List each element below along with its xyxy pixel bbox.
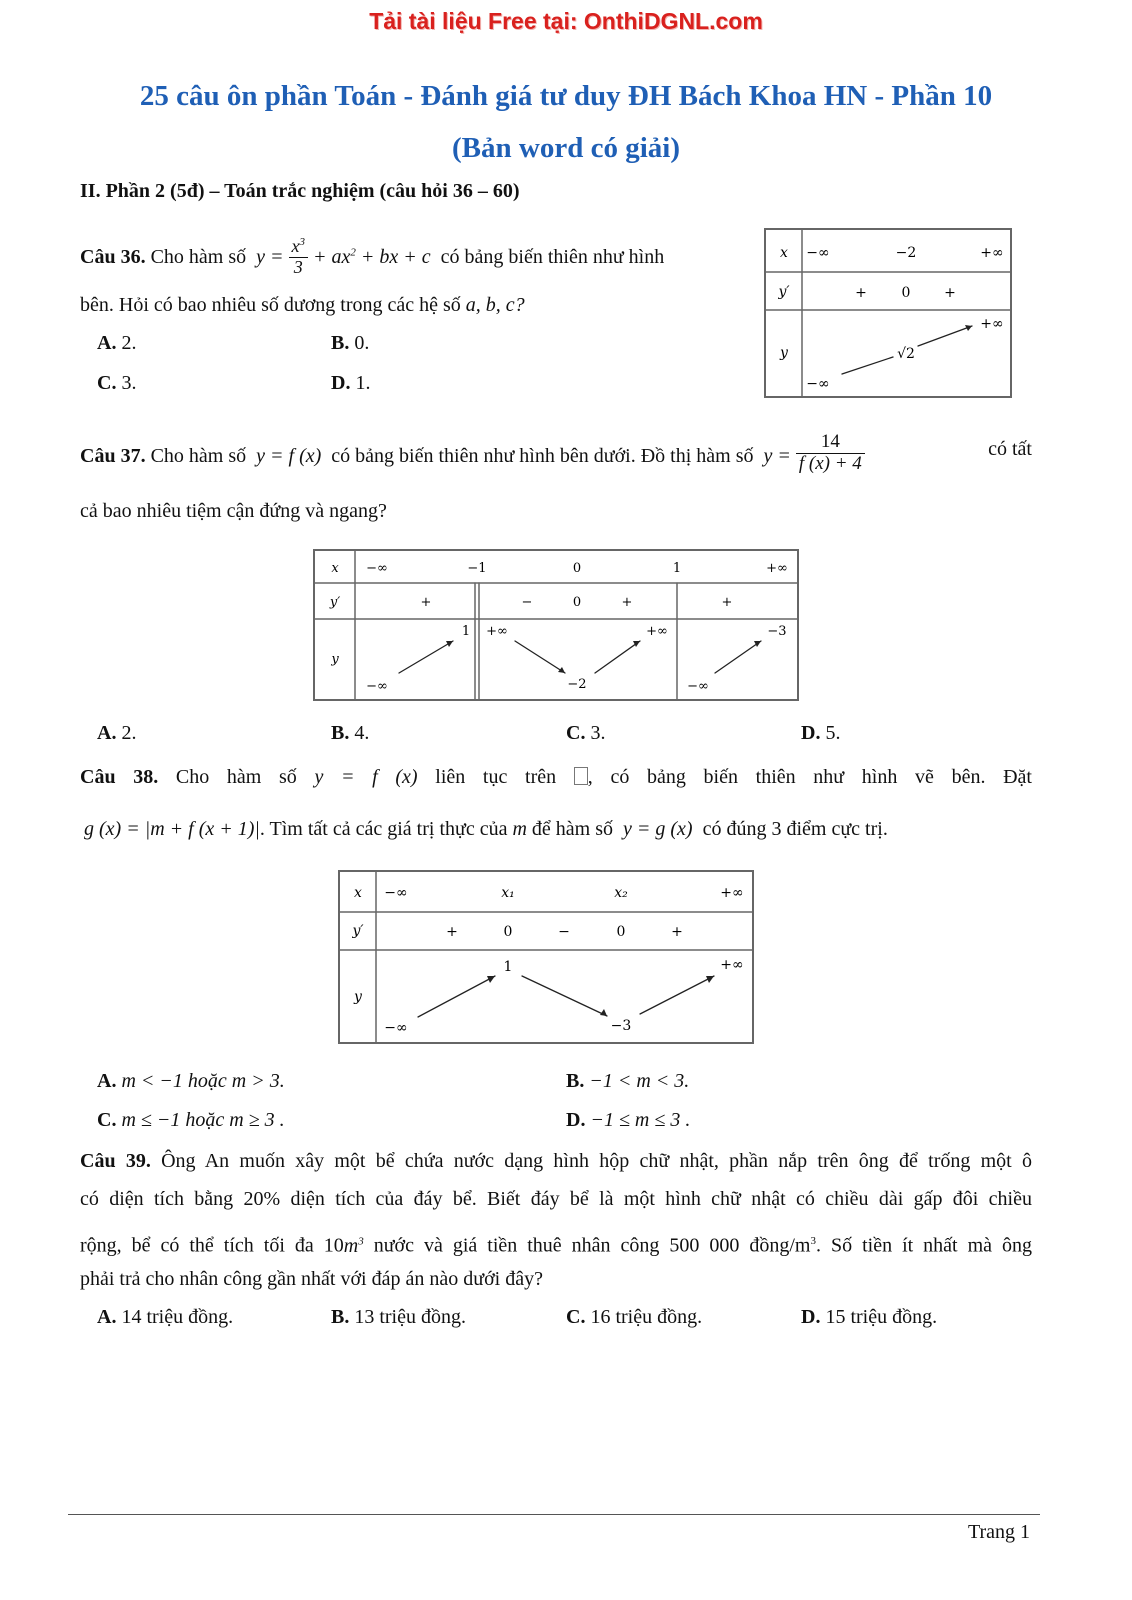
q38-arrow (522, 976, 607, 1016)
q36-arrow (842, 357, 893, 374)
q37-yp-sign: − (521, 595, 533, 610)
q38-yp-sign: + (446, 924, 458, 940)
q36-y-label: y (780, 345, 788, 361)
q37-yp-sign: + (721, 595, 733, 610)
q38-x-value: x₁ (501, 885, 515, 901)
q37-arrow (515, 641, 565, 673)
q38-y-value: −3 (610, 1018, 632, 1034)
q37-yp-label: y′ (329, 595, 341, 610)
q37-fraction: $\frac{14}{f (x) + 4}$ (796, 432, 865, 475)
q36-yp-label: y′ (778, 284, 790, 300)
q38-y-label: y (354, 989, 362, 1005)
q36-x-value: +∞ (980, 245, 1004, 261)
q39-label: Câu 39. (80, 1150, 151, 1172)
q38-text-c: , có bảng biến thiên như hình vẽ bên. Đặt (587, 766, 1032, 788)
section-heading: II. Phần 2 (5đ) – Toán trắc nghiệm (câu hỏi 36 – 60) (80, 180, 520, 202)
q39-stem-line4: phải trả cho nhân công gần nhất với đáp án nào dưới đây? (80, 1268, 543, 1290)
q36-formula: y = $\frac{x^3}{3}$ + $ax^2$ + bx + c (256, 236, 431, 277)
q37-y-value: 1 (461, 624, 471, 639)
q37-yp-sign: + (420, 595, 432, 610)
q36-text-a: Cho hàm số (150, 246, 247, 269)
q37-y-value: −∞ (366, 679, 388, 694)
page-title: 25 câu ôn phần Toán - Đánh giá tư duy ĐH Bách Khoa HN - Phần 10 (139, 80, 993, 112)
q38-text-b: liên tục trên (435, 766, 557, 788)
q37-option-c[interactable]: C. 3. (566, 722, 606, 744)
q37-option-b[interactable]: B. 4. (331, 722, 370, 744)
q36-stem-line2 (80, 292, 525, 318)
q37-y-value: +∞ (646, 624, 668, 639)
q37-text-b: có bảng biến thiên như hình bên dưới. Đồ thị hàm số (331, 444, 754, 467)
q36-text-c: bên. Hỏi có bao nhiêu số dương trong các hệ số (80, 294, 461, 316)
q38-option-c[interactable]: C. m ≤ −1 hoặc m ≥ 3 . (97, 1109, 285, 1131)
q37-y-label: y (331, 652, 339, 667)
q38-x-value: x₂ (614, 885, 628, 901)
q38-x-value: −∞ (384, 885, 408, 901)
footer-divider (68, 1514, 1040, 1515)
q38-yp-sign: + (671, 924, 683, 940)
q38-x-value: +∞ (720, 885, 744, 901)
q37-x-value: 0 (572, 561, 582, 576)
q37-y-value: −3 (767, 624, 787, 639)
q36-x-value: −∞ (806, 245, 830, 261)
q38-yp-sign: 0 (503, 924, 513, 940)
q38-label: Câu 38. (80, 766, 159, 788)
q36-yp-sign: + (944, 285, 956, 301)
q37-x-value: −∞ (366, 561, 388, 576)
q38-yp-sign: − (558, 924, 570, 940)
q38-y-value: −∞ (384, 1020, 408, 1036)
q36-option-c[interactable]: C. 3. (97, 372, 137, 394)
q38-arrow (418, 976, 495, 1017)
q39-option-c[interactable]: C. 16 triệu đồng. (566, 1306, 703, 1328)
q37-yp-sign: + (621, 595, 633, 610)
q37-arrow (399, 641, 453, 673)
q37-option-a[interactable]: A. 2. (97, 722, 137, 744)
q37-y-value: −2 (567, 677, 587, 692)
q38-g-function: y = g (x) (623, 818, 693, 840)
q36-x-value: −2 (895, 245, 917, 261)
q39-option-a[interactable]: A. 14 triệu đồng. (97, 1306, 234, 1328)
q36-y-value: −∞ (806, 376, 830, 392)
q39-option-b[interactable]: B. 13 triệu đồng. (331, 1306, 466, 1328)
q38-stem-line1 (80, 764, 1032, 790)
q39-stem-line2: có diện tích bằng 20% diện tích của đáy bể. Biết đáy bể là một hình chữ nhật có chiều dài gấp đôi chiều (80, 1188, 1032, 1210)
q38-x-label: x (354, 885, 362, 901)
q36-y-value: √2 (897, 346, 915, 362)
q36-y-value: +∞ (980, 316, 1004, 332)
q38-function: y = f (x) (314, 766, 418, 788)
q38-option-b[interactable]: B. −1 < m < 3. (566, 1070, 690, 1092)
q38-text-e: m (512, 818, 527, 840)
q36-x-label: x (780, 245, 788, 261)
q38-yp-sign: 0 (616, 924, 626, 940)
source-banner[interactable]: Tải tài liệu Free tại: OnthiDGNL.com (369, 8, 763, 34)
q36-yp-sign: + (855, 285, 867, 301)
q37-option-d[interactable]: D. 5. (801, 722, 841, 744)
q36-option-b[interactable]: B. 0. (331, 332, 370, 354)
q37-y-value: +∞ (486, 624, 508, 639)
q38-text-a: Cho hàm số (175, 766, 297, 788)
q38-variation-table (338, 870, 754, 1044)
q37-yp-sign: 0 (572, 595, 582, 610)
q39-stem-line1 (80, 1148, 1032, 1174)
q37-text-c: có tất (988, 438, 1032, 460)
q37-x-label: x (331, 561, 339, 576)
q36-text-b: có bảng biến thiên như hình (440, 246, 665, 269)
q38-y-value: +∞ (720, 957, 744, 973)
q36-variation-table (764, 228, 1012, 398)
q38-arrow (640, 976, 714, 1014)
q38-yp-label: y′ (352, 923, 364, 939)
q36-option-a[interactable]: A. 2. (97, 332, 137, 354)
q38-y-value: 1 (503, 959, 513, 975)
q38-g-definition: g (x) = |m + f (x + 1)| (84, 818, 260, 840)
q37-stem-line1: Câu 37. Cho hàm số y = f (x) có bảng biến thiên như hình bên dưới. Đồ thị hàm số y = $\frac{14}{f (x) + 4}$ có tất (80, 431, 1032, 474)
q38-text-g: có đúng 3 điểm cực trị. (702, 818, 888, 840)
q37-x-value: 1 (672, 561, 682, 576)
q38-stem-line2 (84, 816, 1032, 842)
q36-yp-sign: 0 (901, 285, 911, 301)
page-subtitle: (Bản word có giải) (452, 132, 680, 164)
q38-option-a[interactable]: A. m < −1 hoặc m > 3. (97, 1070, 285, 1092)
q37-x-value: +∞ (766, 561, 788, 576)
q39-line1: Ông An muốn xây một bể chứa nước dạng hình hộp chữ nhật, phần nắp trên ông để trống một ô (161, 1150, 1032, 1172)
q37-function: y = f (x) (256, 444, 322, 467)
q37-variation-table (313, 549, 799, 701)
q37-label: Câu 37. (80, 444, 146, 467)
q36-text-d: a, b, c? (465, 294, 525, 316)
q37-x-value: −1 (467, 561, 487, 576)
q37-arrow (595, 641, 640, 673)
page-number: Trang 1 (967, 1521, 1030, 1543)
q37-stem-line2: cả bao nhiêu tiệm cận đứng và ngang? (80, 500, 387, 522)
q39-option-d[interactable]: D. 15 triệu đồng. (801, 1306, 938, 1328)
real-numbers-glyph-icon (574, 767, 588, 785)
q37-text-a: Cho hàm số (150, 444, 247, 467)
q36-label: Câu 36. (80, 246, 146, 269)
q38-text-d: . Tìm tất cả các giá trị thực của (259, 818, 508, 840)
q39-stem-line3: rộng, bể có thể tích tối đa $10m^3$ nước và giá tiền thuê nhân công 500 000 đồng/$m^3$. Số tiền ít nhất mà ông (80, 1234, 1033, 1257)
q36-arrow (918, 326, 972, 346)
q36-stem-line1 (80, 226, 740, 276)
q37-arrow (715, 641, 761, 673)
q38-text-f: để hàm số (531, 818, 614, 840)
q38-option-d[interactable]: D. −1 ≤ m ≤ 3 . (566, 1109, 691, 1131)
q37-y-value: −∞ (687, 679, 709, 694)
q36-option-d[interactable]: D. 1. (331, 372, 371, 394)
